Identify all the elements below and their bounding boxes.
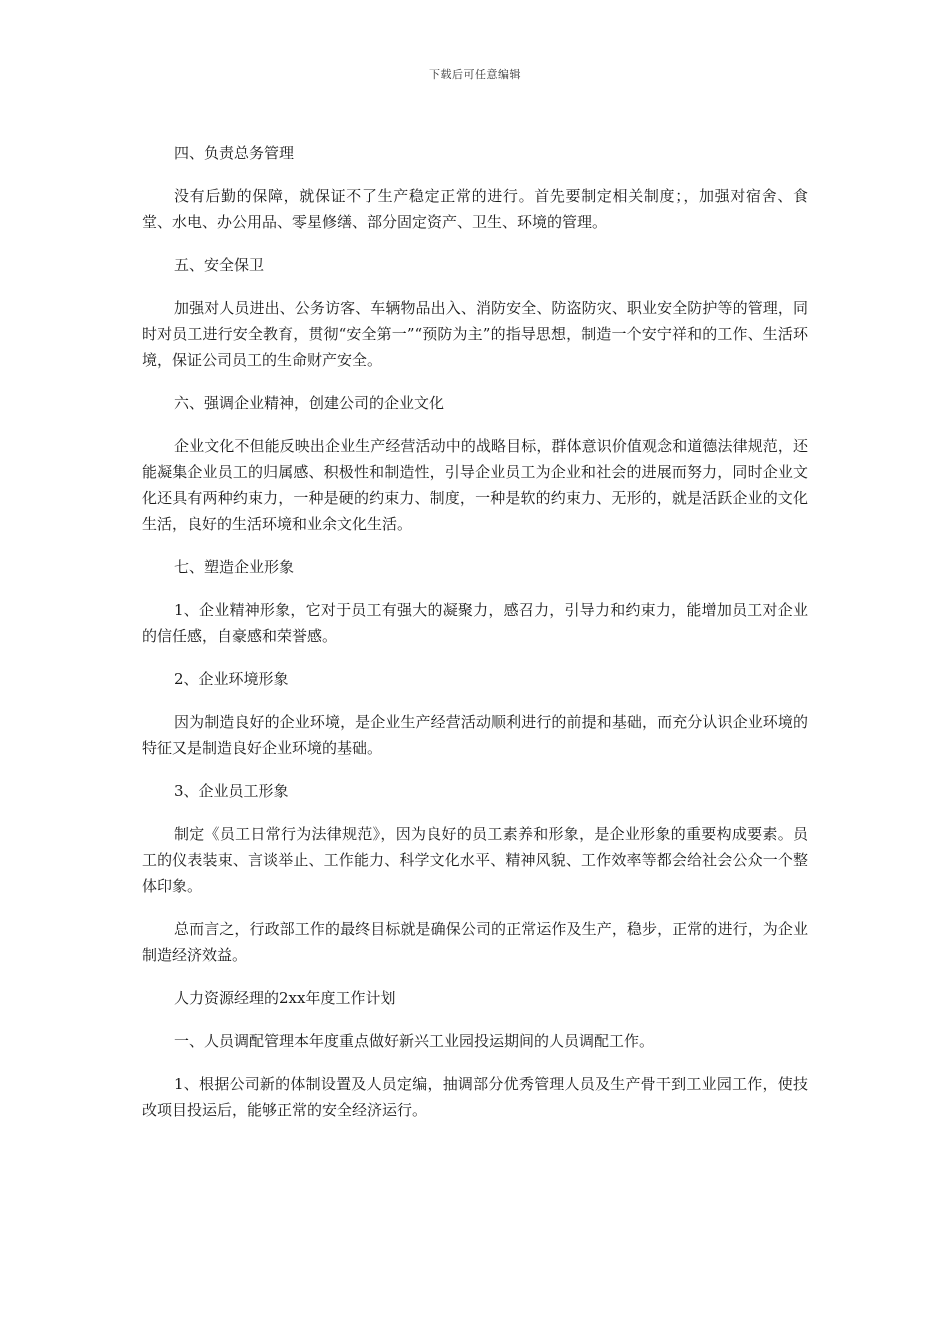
section-heading: 六、强调企业精神，创建公司的企业文化 <box>174 394 445 412</box>
section-heading: 七、塑造企业形象 <box>174 558 295 576</box>
page-header-note: 下载后可任意编辑 <box>429 68 521 81</box>
document-title: 人力资源经理的2xx年度工作计划 <box>174 989 396 1007</box>
subsection-heading: 3、企业员工形象 <box>174 782 289 800</box>
body-paragraph: 1、企业精神形象，它对于员工有强大的凝聚力，感召力，引导力和约束力，能增加员工对企业的信任感，自豪感和荣誉感。 <box>142 601 808 645</box>
body-paragraph: 总而言之，行政部工作的最终目标就是确保公司的正常运作及生产，稳步，正常的进行，为企业制造经济效益。 <box>142 920 808 964</box>
body-paragraph: 加强对人员进出、公务访客、车辆物品出入、消防安全、防盗防灾、职业安全防护等的管理，同时对员工进行安全教育，贯彻“安全第一”“预防为主”的指导思想，制造一个安宁祥和的工作、生活环境，保证公司员工的生命财产安全。 <box>142 299 808 369</box>
body-paragraph: 制定《员工日常行为法律规范》，因为良好的员工素养和形象，是企业形象的重要构成要素。员工的仪表装束、言谈举止、工作能力、科学文化水平、精神风貌、工作效率等都会给社会公众一个整体印象。 <box>142 825 808 895</box>
body-paragraph: 没有后勤的保障，就保证不了生产稳定正常的进行。首先要制定相关制度；，加强对宿舍、食堂、水电、办公用品、零星修缮、部分固定资产、卫生、环境的管理。 <box>142 187 808 231</box>
section-heading: 一、人员调配管理本年度重点做好新兴工业园投运期间的人员调配工作。 <box>174 1032 655 1050</box>
section-heading: 四、负责总务管理 <box>174 144 295 162</box>
subsection-heading: 2、企业环境形象 <box>174 670 289 688</box>
document-body <box>142 140 808 1140</box>
section-heading: 五、安全保卫 <box>174 256 265 274</box>
body-paragraph: 因为制造良好的企业环境，是企业生产经营活动顺利进行的前提和基础，而充分认识企业环境的特征又是制造良好企业环境的基础。 <box>142 713 808 757</box>
body-paragraph: 1、根据公司新的体制设置及人员定编，抽调部分优秀管理人员及生产骨干到工业园工作，使技改项目投运后，能够正常的安全经济运行。 <box>142 1075 808 1119</box>
body-paragraph: 企业文化不但能反映出企业生产经营活动中的战略目标，群体意识价值观念和道德法律规范，还能凝集企业员工的归属感、积极性和制造性，引导企业员工为企业和社会的进展而努力，同时企业文化还具有两种约束力，一种是硬的约束力、制度，一种是软的约束力、无形的，就是活跃企业的文化生活，良好的生活环境和业余文化生活。 <box>142 437 808 533</box>
